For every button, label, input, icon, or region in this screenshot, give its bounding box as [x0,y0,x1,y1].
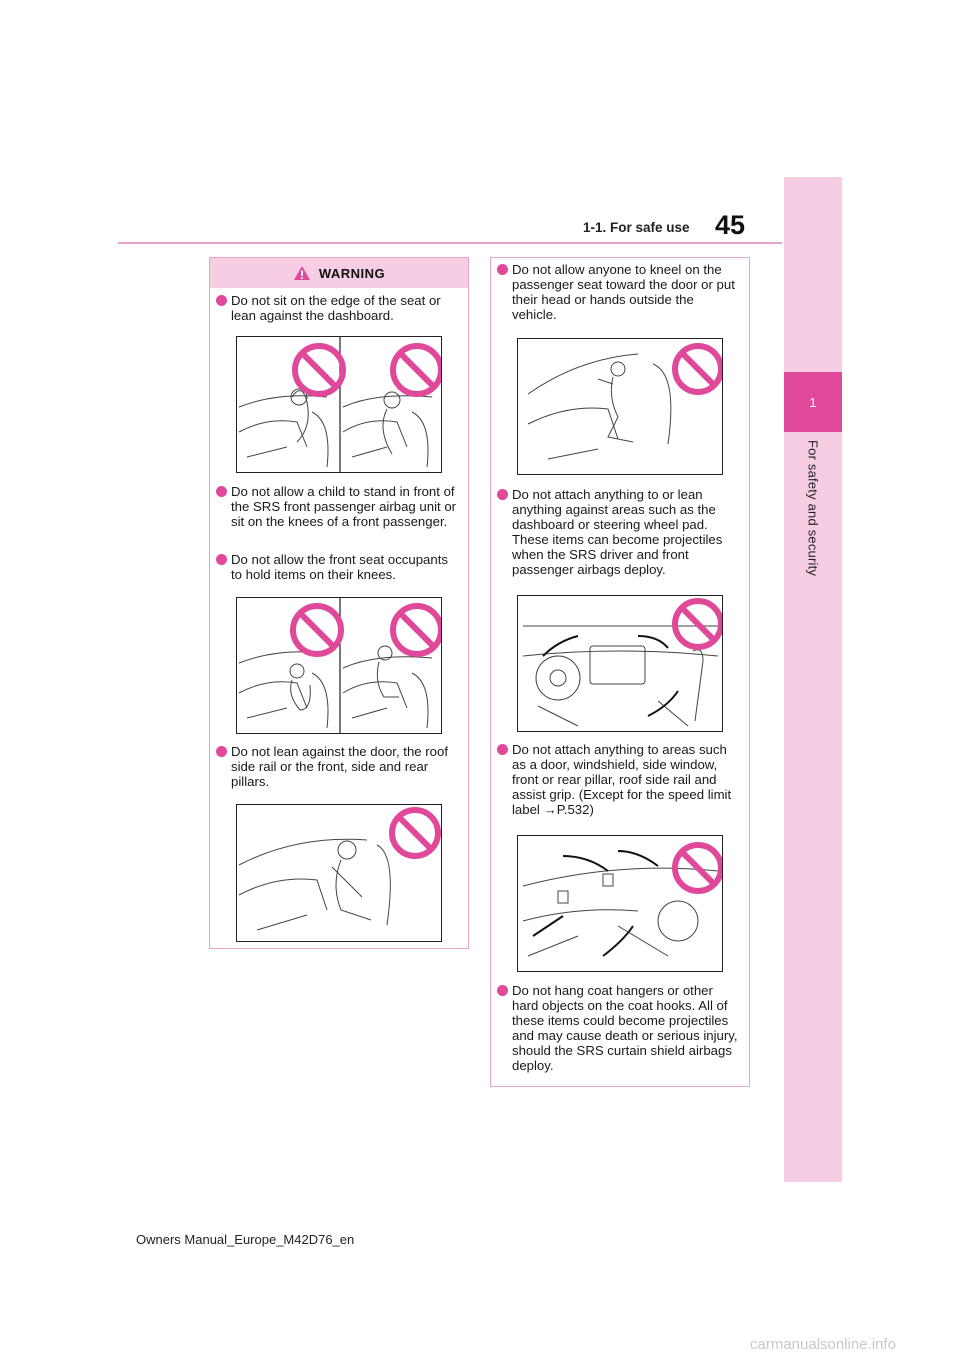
chapter-number: 1 [809,394,817,410]
warning-item-text: Do not lean against the door, the roof side rail or the front, side and rear pillars. [231,744,449,789]
prohibition-icon [393,346,441,394]
warning-item-text: Do not attach anything to or lean anything against areas such as the dashboard or steering wheel pad. These items can become projectiles when the SRS driver and front passenger airbags deploy. [512,487,723,577]
warning-item [210,552,468,582]
prohibition-icon [675,845,721,891]
illustration-items-on-dashboard [517,595,723,732]
warning-item-text: Do not allow a child to stand in front of the SRS front passenger airbag unit or sit on the knees of a front passenger. [231,484,457,529]
warning-item [491,487,749,577]
document-id: Owners Manual_Europe_M42D76_en [136,1232,355,1247]
bullet-icon [497,744,508,755]
illustration-leaning-on-door [236,804,442,942]
warning-item [491,262,749,322]
chapter-title: For safety and security [805,440,821,577]
watermark: carmanualsonline.info [750,1336,896,1353]
warning-item-text: Do not attach anything to areas such as a door, windshield, side window, front or rear pillar, roof side rail and assist grip. (Except for the speed limit label →P.532) [512,742,732,817]
prohibition-icon [295,346,343,394]
bullet-icon [216,295,227,306]
illustration-sitting-on-seat-edge [236,336,442,473]
illustration-items-on-pillars [517,835,723,972]
bullet-icon [497,985,508,996]
page-number: 45 [715,210,746,240]
warning-item [491,742,749,817]
section-title: 1-1. For safe use [583,220,690,235]
header-divider [118,242,782,244]
warning-header [210,258,468,288]
prohibition-icon [392,810,438,856]
bullet-icon [497,264,508,275]
bullet-icon [216,746,227,757]
chapter-side-tab [784,177,842,1182]
bullet-icon [216,486,227,497]
warning-label: WARNING [318,265,386,281]
warning-item-text: Do not allow the front seat occupants to hold items on their knees. [231,552,448,582]
chapter-number-badge [784,372,842,432]
warning-item [491,983,749,1073]
warning-item [210,484,468,529]
bullet-icon [497,489,508,500]
bullet-icon [216,554,227,565]
prohibition-icon [293,606,341,654]
chapter-title-vertical [784,440,842,640]
warning-item [210,744,468,789]
warning-item-text: Do not hang coat hangers or other hard objects on the coat hooks. All of these items could become projectiles and may cause death or serious injury, should the SRS curtain shield airbags deploy. [512,983,738,1073]
prohibition-icon [675,346,721,392]
warning-item [210,293,468,323]
illustration-child-standing [236,597,442,734]
illustration-kneeling-on-seat [517,338,723,475]
warning-icon [293,265,311,281]
prohibition-icon [675,601,721,647]
warning-item-text: Do not allow anyone to kneel on the passenger seat toward the door or put their head or hands outside the vehicle. [512,262,735,322]
warning-item-text: Do not sit on the edge of the seat or lean against the dashboard. [231,293,441,323]
prohibition-icon [393,606,441,654]
